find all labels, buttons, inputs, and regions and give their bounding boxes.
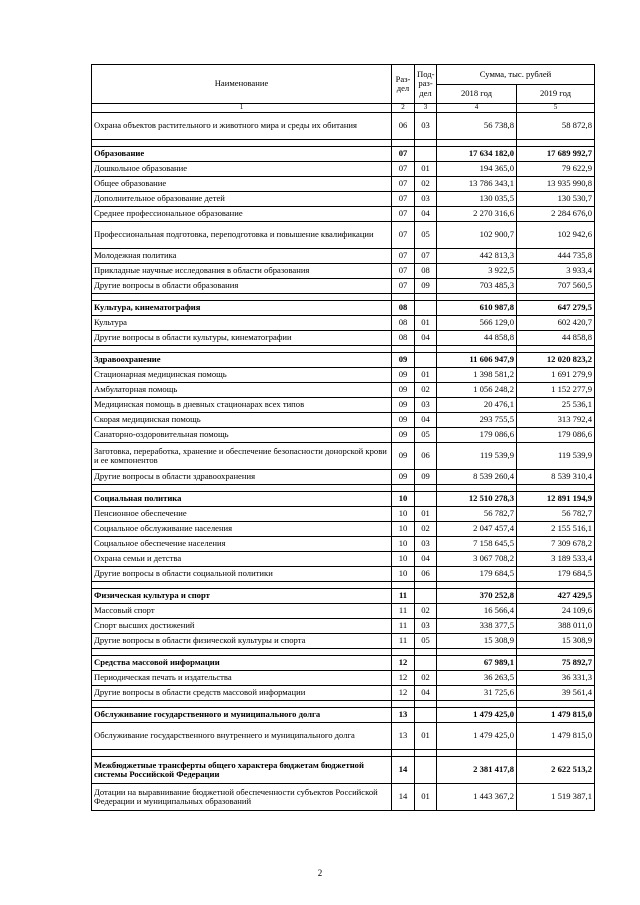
table-row — [92, 507, 595, 522]
row-value-2018-cell: 3 067 708,2 — [437, 552, 517, 567]
header-sum: Сумма, тыс. рублей — [437, 65, 595, 85]
row-name-cell: Социальное обеспечение населения — [92, 537, 392, 552]
spacer-cell — [415, 649, 437, 656]
section-row — [92, 757, 595, 784]
row-name-cell: Скорая медицинская помощь — [92, 413, 392, 428]
row-value-2018-cell: 179 684,5 — [437, 567, 517, 582]
row-value-2019-cell: 39 561,4 — [517, 686, 595, 701]
row-subsection-code-cell: 07 — [415, 249, 437, 264]
spacer-cell — [392, 701, 415, 708]
row-value-2019-cell: 15 308,9 — [517, 634, 595, 649]
row-value-2019-cell: 3 189 533,4 — [517, 552, 595, 567]
row-subsection-code-cell: 06 — [415, 567, 437, 582]
row-section-code-cell: 09 — [392, 470, 415, 485]
row-section-code-cell: 09 — [392, 443, 415, 470]
row-name-cell: Культура, кинематография — [92, 301, 392, 316]
row-name-cell: Санаторно-оздоровительная помощь — [92, 428, 392, 443]
row-value-2019-cell: 79 622,9 — [517, 162, 595, 177]
spacer-cell — [437, 140, 517, 147]
row-section-code-cell: 13 — [392, 708, 415, 723]
row-section-code-cell: 12 — [392, 686, 415, 701]
table-row — [92, 604, 595, 619]
row-value-2019-cell: 707 560,5 — [517, 279, 595, 294]
section-row — [92, 656, 595, 671]
table-row — [92, 264, 595, 279]
spacer-cell — [392, 346, 415, 353]
table-row — [92, 428, 595, 443]
table-row — [92, 249, 595, 264]
row-section-code-cell: 07 — [392, 162, 415, 177]
table-row — [92, 567, 595, 582]
row-subsection-code-cell: 08 — [415, 264, 437, 279]
spacer-cell — [92, 485, 392, 492]
row-value-2019-cell: 3 933,4 — [517, 264, 595, 279]
row-value-2018-cell: 338 377,5 — [437, 619, 517, 634]
row-subsection-code-cell: 02 — [415, 671, 437, 686]
row-section-code-cell: 10 — [392, 522, 415, 537]
row-section-code-cell: 06 — [392, 113, 415, 140]
row-value-2018-cell: 566 129,0 — [437, 316, 517, 331]
row-value-2018-cell: 16 566,4 — [437, 604, 517, 619]
row-section-code-cell: 07 — [392, 264, 415, 279]
row-name-cell: Другие вопросы в области здравоохранения — [92, 470, 392, 485]
row-name-cell: Периодическая печать и издательства — [92, 671, 392, 686]
row-value-2018-cell: 15 308,9 — [437, 634, 517, 649]
row-name-cell: Культура — [92, 316, 392, 331]
table-row — [92, 398, 595, 413]
table-row — [92, 383, 595, 398]
row-value-2019-cell: 1 691 279,9 — [517, 368, 595, 383]
row-value-2018-cell: 1 443 367,2 — [437, 784, 517, 811]
row-name-cell: Другие вопросы в области средств массовой информации — [92, 686, 392, 701]
row-value-2018-cell: 370 252,8 — [437, 589, 517, 604]
row-value-2018-cell: 130 035,5 — [437, 192, 517, 207]
row-subsection-code-cell: 02 — [415, 383, 437, 398]
table-row — [92, 192, 595, 207]
column-number: 4 — [437, 104, 517, 113]
row-subsection-code-cell — [415, 656, 437, 671]
row-value-2019-cell: 1 152 277,9 — [517, 383, 595, 398]
row-value-2019-cell: 12 891 194,9 — [517, 492, 595, 507]
row-name-cell: Обслуживание государственного внутреннего и муниципального долга — [92, 723, 392, 750]
spacer-cell — [415, 582, 437, 589]
row-section-code-cell: 07 — [392, 147, 415, 162]
table-row — [92, 316, 595, 331]
row-name-cell: Дополнительное образование детей — [92, 192, 392, 207]
spacer-row — [92, 750, 595, 757]
row-section-code-cell: 14 — [392, 757, 415, 784]
row-name-cell: Другие вопросы в области образования — [92, 279, 392, 294]
spacer-cell — [392, 294, 415, 301]
row-value-2018-cell: 179 086,6 — [437, 428, 517, 443]
row-value-2018-cell: 194 365,0 — [437, 162, 517, 177]
row-name-cell: Пенсионное обеспечение — [92, 507, 392, 522]
spacer-cell — [415, 750, 437, 757]
header-year-2019: 2019 год — [517, 84, 595, 104]
row-subsection-code-cell — [415, 147, 437, 162]
row-section-code-cell: 07 — [392, 192, 415, 207]
row-subsection-code-cell: 01 — [415, 162, 437, 177]
row-name-cell: Другие вопросы в области социальной политики — [92, 567, 392, 582]
row-value-2019-cell: 647 279,5 — [517, 301, 595, 316]
row-name-cell: Социальное обслуживание населения — [92, 522, 392, 537]
table-row — [92, 413, 595, 428]
row-section-code-cell: 09 — [392, 353, 415, 368]
spacer-cell — [92, 582, 392, 589]
row-subsection-code-cell: 03 — [415, 192, 437, 207]
row-name-cell: Охрана семьи и детства — [92, 552, 392, 567]
row-value-2019-cell: 427 429,5 — [517, 589, 595, 604]
row-name-cell: Молодежная политика — [92, 249, 392, 264]
column-number: 2 — [392, 104, 415, 113]
row-subsection-code-cell — [415, 589, 437, 604]
table-row — [92, 470, 595, 485]
row-value-2019-cell: 179 684,5 — [517, 567, 595, 582]
row-value-2018-cell: 102 900,7 — [437, 222, 517, 249]
table-row — [92, 552, 595, 567]
spacer-cell — [392, 140, 415, 147]
row-subsection-code-cell: 05 — [415, 428, 437, 443]
row-value-2018-cell: 56 738,8 — [437, 113, 517, 140]
row-subsection-code-cell: 05 — [415, 634, 437, 649]
spacer-cell — [415, 140, 437, 147]
spacer-cell — [517, 701, 595, 708]
spacer-cell — [517, 750, 595, 757]
row-name-cell: Здравоохранение — [92, 353, 392, 368]
budget-table — [91, 64, 595, 811]
row-name-cell: Средства массовой информации — [92, 656, 392, 671]
row-value-2018-cell: 703 485,3 — [437, 279, 517, 294]
row-name-cell: Социальная политика — [92, 492, 392, 507]
row-section-code-cell: 12 — [392, 656, 415, 671]
budget-table-body — [92, 65, 595, 811]
row-section-code-cell: 08 — [392, 316, 415, 331]
spacer-cell — [92, 649, 392, 656]
row-name-cell: Другие вопросы в области культуры, кинематографии — [92, 331, 392, 346]
row-subsection-code-cell — [415, 301, 437, 316]
row-name-cell: Среднее профессиональное образование — [92, 207, 392, 222]
row-section-code-cell: 12 — [392, 671, 415, 686]
spacer-row — [92, 294, 595, 301]
row-section-code-cell: 07 — [392, 249, 415, 264]
spacer-cell — [415, 294, 437, 301]
row-value-2018-cell: 2 381 417,8 — [437, 757, 517, 784]
row-section-code-cell: 10 — [392, 567, 415, 582]
row-subsection-code-cell: 03 — [415, 619, 437, 634]
table-row — [92, 222, 595, 249]
row-value-2018-cell: 293 755,5 — [437, 413, 517, 428]
row-value-2019-cell: 13 935 990,8 — [517, 177, 595, 192]
header-name: Наименование — [92, 65, 392, 104]
spacer-cell — [437, 582, 517, 589]
row-value-2019-cell: 2 622 513,2 — [517, 757, 595, 784]
table-row — [92, 331, 595, 346]
page-number: 2 — [317, 868, 323, 878]
row-value-2018-cell: 13 786 343,1 — [437, 177, 517, 192]
section-row — [92, 708, 595, 723]
row-name-cell: Медицинская помощь в дневных стационарах всех типов — [92, 398, 392, 413]
section-row — [92, 589, 595, 604]
row-value-2018-cell: 2 047 457,4 — [437, 522, 517, 537]
row-subsection-code-cell: 01 — [415, 723, 437, 750]
spacer-row — [92, 701, 595, 708]
row-section-code-cell: 07 — [392, 279, 415, 294]
row-value-2018-cell: 1 398 581,2 — [437, 368, 517, 383]
row-value-2019-cell: 25 536,1 — [517, 398, 595, 413]
row-section-code-cell: 09 — [392, 413, 415, 428]
row-name-cell: Стационарная медицинская помощь — [92, 368, 392, 383]
row-value-2018-cell: 8 539 260,4 — [437, 470, 517, 485]
table-row — [92, 443, 595, 470]
spacer-cell — [92, 701, 392, 708]
row-subsection-code-cell — [415, 353, 437, 368]
row-subsection-code-cell: 01 — [415, 507, 437, 522]
header-year-2018: 2018 год — [437, 84, 517, 104]
spacer-cell — [437, 750, 517, 757]
row-value-2019-cell: 2 284 676,0 — [517, 207, 595, 222]
row-section-code-cell: 11 — [392, 634, 415, 649]
row-subsection-code-cell: 06 — [415, 443, 437, 470]
row-value-2019-cell: 130 530,7 — [517, 192, 595, 207]
row-value-2018-cell: 1 479 425,0 — [437, 723, 517, 750]
spacer-cell — [437, 294, 517, 301]
row-subsection-code-cell: 02 — [415, 604, 437, 619]
row-name-cell: Другие вопросы в области физической культуры и спорта — [92, 634, 392, 649]
row-section-code-cell: 08 — [392, 331, 415, 346]
table-row — [92, 177, 595, 192]
spacer-row — [92, 140, 595, 147]
spacer-row — [92, 485, 595, 492]
header-subsection: Под- раз- дел — [415, 65, 437, 104]
row-name-cell: Обслуживание государственного и муниципального долга — [92, 708, 392, 723]
row-value-2018-cell: 1 479 425,0 — [437, 708, 517, 723]
spacer-cell — [437, 346, 517, 353]
row-value-2018-cell: 2 270 316,6 — [437, 207, 517, 222]
row-section-code-cell: 11 — [392, 619, 415, 634]
section-row — [92, 147, 595, 162]
row-name-cell: Заготовка, переработка, хранение и обеспечение безопасности донорской крови и ее компонентов — [92, 443, 392, 470]
column-number: 1 — [92, 104, 392, 113]
row-name-cell: Образование — [92, 147, 392, 162]
row-subsection-code-cell: 04 — [415, 207, 437, 222]
spacer-cell — [92, 346, 392, 353]
table-row — [92, 522, 595, 537]
row-subsection-code-cell — [415, 708, 437, 723]
row-section-code-cell: 13 — [392, 723, 415, 750]
row-value-2018-cell: 36 263,5 — [437, 671, 517, 686]
row-subsection-code-cell: 03 — [415, 113, 437, 140]
table-row — [92, 686, 595, 701]
spacer-cell — [517, 485, 595, 492]
spacer-cell — [517, 582, 595, 589]
row-value-2018-cell: 67 989,1 — [437, 656, 517, 671]
row-section-code-cell: 10 — [392, 537, 415, 552]
spacer-cell — [437, 485, 517, 492]
row-value-2018-cell: 20 476,1 — [437, 398, 517, 413]
spacer-cell — [415, 701, 437, 708]
row-subsection-code-cell: 04 — [415, 331, 437, 346]
row-section-code-cell: 07 — [392, 207, 415, 222]
table-row — [92, 279, 595, 294]
header-section: Раз- дел — [392, 65, 415, 104]
row-value-2018-cell: 12 510 278,3 — [437, 492, 517, 507]
row-value-2018-cell: 44 858,8 — [437, 331, 517, 346]
row-value-2019-cell: 56 782,7 — [517, 507, 595, 522]
table-row — [92, 537, 595, 552]
table-row — [92, 671, 595, 686]
row-subsection-code-cell: 04 — [415, 413, 437, 428]
spacer-cell — [92, 750, 392, 757]
row-subsection-code-cell — [415, 757, 437, 784]
row-value-2018-cell: 610 987,8 — [437, 301, 517, 316]
row-subsection-code-cell: 03 — [415, 537, 437, 552]
row-value-2018-cell: 11 606 947,9 — [437, 353, 517, 368]
table-header-row — [92, 65, 595, 85]
section-row — [92, 353, 595, 368]
table-row — [92, 207, 595, 222]
row-value-2019-cell: 24 109,6 — [517, 604, 595, 619]
spacer-cell — [415, 346, 437, 353]
spacer-cell — [92, 140, 392, 147]
row-name-cell: Массовый спорт — [92, 604, 392, 619]
row-value-2019-cell: 58 872,8 — [517, 113, 595, 140]
row-name-cell: Спорт высших достижений — [92, 619, 392, 634]
table-row — [92, 619, 595, 634]
row-value-2019-cell: 119 539,9 — [517, 443, 595, 470]
spacer-row — [92, 582, 595, 589]
row-value-2019-cell: 313 792,4 — [517, 413, 595, 428]
row-section-code-cell: 14 — [392, 784, 415, 811]
spacer-cell — [392, 582, 415, 589]
row-section-code-cell: 09 — [392, 383, 415, 398]
spacer-cell — [392, 485, 415, 492]
row-subsection-code-cell: 02 — [415, 177, 437, 192]
row-name-cell: Физическая культура и спорт — [92, 589, 392, 604]
section-row — [92, 492, 595, 507]
row-value-2019-cell: 12 020 823,2 — [517, 353, 595, 368]
row-value-2019-cell: 1 519 387,1 — [517, 784, 595, 811]
column-numbers-row — [92, 104, 595, 113]
row-section-code-cell: 11 — [392, 604, 415, 619]
row-value-2018-cell: 56 782,7 — [437, 507, 517, 522]
row-name-cell: Общее образование — [92, 177, 392, 192]
row-value-2019-cell: 1 479 815,0 — [517, 723, 595, 750]
row-section-code-cell: 09 — [392, 428, 415, 443]
table-row — [92, 368, 595, 383]
section-row — [92, 301, 595, 316]
row-value-2018-cell: 119 539,9 — [437, 443, 517, 470]
row-subsection-code-cell: 05 — [415, 222, 437, 249]
row-value-2019-cell: 102 942,6 — [517, 222, 595, 249]
row-name-cell: Охрана объектов растительного и животного мира и среды их обитания — [92, 113, 392, 140]
row-value-2019-cell: 17 689 992,7 — [517, 147, 595, 162]
spacer-cell — [437, 701, 517, 708]
row-name-cell: Дошкольное образование — [92, 162, 392, 177]
row-name-cell: Дотации на выравнивание бюджетной обеспеченности субъектов Российской Федерации и муниципальных образований — [92, 784, 392, 811]
row-section-code-cell: 10 — [392, 552, 415, 567]
row-value-2018-cell: 3 922,5 — [437, 264, 517, 279]
row-value-2019-cell: 388 011,0 — [517, 619, 595, 634]
row-section-code-cell: 11 — [392, 589, 415, 604]
spacer-cell — [92, 294, 392, 301]
row-value-2019-cell: 179 086,6 — [517, 428, 595, 443]
row-value-2019-cell: 75 892,7 — [517, 656, 595, 671]
row-value-2019-cell: 8 539 310,4 — [517, 470, 595, 485]
row-subsection-code-cell — [415, 492, 437, 507]
row-value-2019-cell: 36 331,3 — [517, 671, 595, 686]
spacer-cell — [517, 140, 595, 147]
row-value-2018-cell: 31 725,6 — [437, 686, 517, 701]
row-section-code-cell: 07 — [392, 177, 415, 192]
row-subsection-code-cell: 04 — [415, 552, 437, 567]
row-subsection-code-cell: 04 — [415, 686, 437, 701]
row-value-2019-cell: 2 155 516,1 — [517, 522, 595, 537]
spacer-cell — [517, 649, 595, 656]
row-value-2019-cell: 444 735,8 — [517, 249, 595, 264]
spacer-cell — [517, 294, 595, 301]
row-value-2019-cell: 44 858,8 — [517, 331, 595, 346]
row-subsection-code-cell: 09 — [415, 279, 437, 294]
row-value-2018-cell: 17 634 182,0 — [437, 147, 517, 162]
table-row — [92, 113, 595, 140]
table-row — [92, 784, 595, 811]
spacer-cell — [392, 649, 415, 656]
row-value-2018-cell: 442 813,3 — [437, 249, 517, 264]
row-subsection-code-cell: 01 — [415, 316, 437, 331]
row-section-code-cell: 10 — [392, 492, 415, 507]
row-subsection-code-cell: 09 — [415, 470, 437, 485]
row-subsection-code-cell: 03 — [415, 398, 437, 413]
row-section-code-cell: 09 — [392, 398, 415, 413]
row-subsection-code-cell: 02 — [415, 522, 437, 537]
column-number: 3 — [415, 104, 437, 113]
spacer-cell — [415, 485, 437, 492]
column-number: 5 — [517, 104, 595, 113]
table-row — [92, 634, 595, 649]
table-row — [92, 162, 595, 177]
row-value-2019-cell: 7 309 678,2 — [517, 537, 595, 552]
spacer-cell — [437, 649, 517, 656]
row-subsection-code-cell: 01 — [415, 784, 437, 811]
row-section-code-cell: 07 — [392, 222, 415, 249]
row-section-code-cell: 08 — [392, 301, 415, 316]
table-row — [92, 723, 595, 750]
row-value-2019-cell: 602 420,7 — [517, 316, 595, 331]
spacer-cell — [392, 750, 415, 757]
row-subsection-code-cell: 01 — [415, 368, 437, 383]
spacer-cell — [517, 346, 595, 353]
row-value-2019-cell: 1 479 815,0 — [517, 708, 595, 723]
row-name-cell: Профессиональная подготовка, переподготовка и повышение квалификации — [92, 222, 392, 249]
row-section-code-cell: 10 — [392, 507, 415, 522]
row-value-2018-cell: 7 158 645,5 — [437, 537, 517, 552]
row-section-code-cell: 09 — [392, 368, 415, 383]
row-name-cell: Межбюджетные трансферты общего характера бюджетам бюджетной системы Российской Федерации — [92, 757, 392, 784]
spacer-row — [92, 346, 595, 353]
spacer-row — [92, 649, 595, 656]
row-value-2018-cell: 1 056 248,2 — [437, 383, 517, 398]
row-name-cell: Прикладные научные исследования в области образования — [92, 264, 392, 279]
row-name-cell: Амбулаторная помощь — [92, 383, 392, 398]
